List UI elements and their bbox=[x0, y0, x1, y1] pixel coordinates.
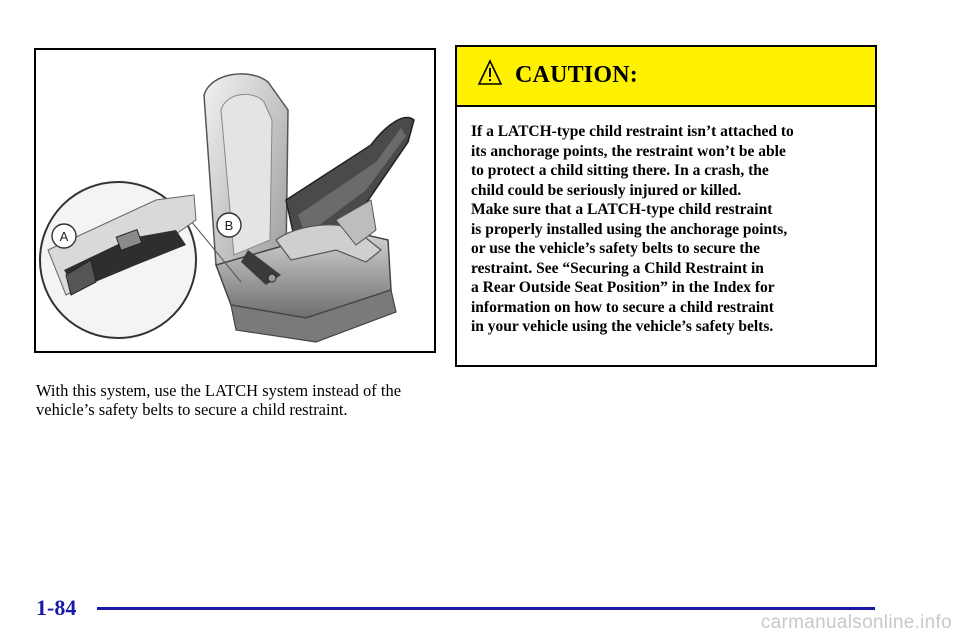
watermark: carmanualsonline.info bbox=[760, 612, 952, 633]
callout-b-label: B bbox=[224, 218, 234, 233]
caution-line: If a LATCH-type child restraint isn’t attached to bbox=[471, 123, 794, 140]
caution-line: is properly installed using the anchorage points, bbox=[471, 220, 788, 238]
latch-anchor-b bbox=[268, 274, 276, 282]
caution-line: or use the vehicle’s safety belts to secure the bbox=[471, 240, 760, 257]
warning-triangle-icon bbox=[477, 59, 503, 87]
caution-title: CAUTION: bbox=[515, 62, 638, 88]
caution-line: its anchorage points, the restraint won’t be able bbox=[471, 142, 786, 160]
callout-a-label: A bbox=[59, 229, 69, 244]
body-paragraph: With this system, use the LATCH system instead of the vehicle’s safety belts to secure a child restraint. bbox=[36, 381, 402, 419]
caution-line: a Rear Outside Seat Position” in the Index for bbox=[471, 279, 775, 296]
caution-line: to protect a child sitting there. In a crash, the bbox=[471, 162, 769, 179]
child-seat-drawing bbox=[36, 50, 434, 351]
page-number: 1-84 bbox=[36, 595, 77, 620]
footer-rule bbox=[97, 607, 875, 610]
caution-body bbox=[457, 107, 875, 337]
caution-line: Make sure that a LATCH-type child restraint bbox=[471, 201, 773, 218]
caution-line: in your vehicle using the vehicle’s safety belts. bbox=[471, 318, 774, 335]
caution-line: restraint. See “Securing a Child Restraint in bbox=[471, 259, 764, 277]
child-seat-illustration bbox=[34, 48, 436, 353]
caution-box bbox=[455, 45, 877, 367]
caution-line: information on how to secure a child restraint bbox=[471, 298, 774, 316]
caution-header bbox=[457, 47, 875, 107]
caution-line: child could be seriously injured or killed. bbox=[471, 181, 742, 199]
